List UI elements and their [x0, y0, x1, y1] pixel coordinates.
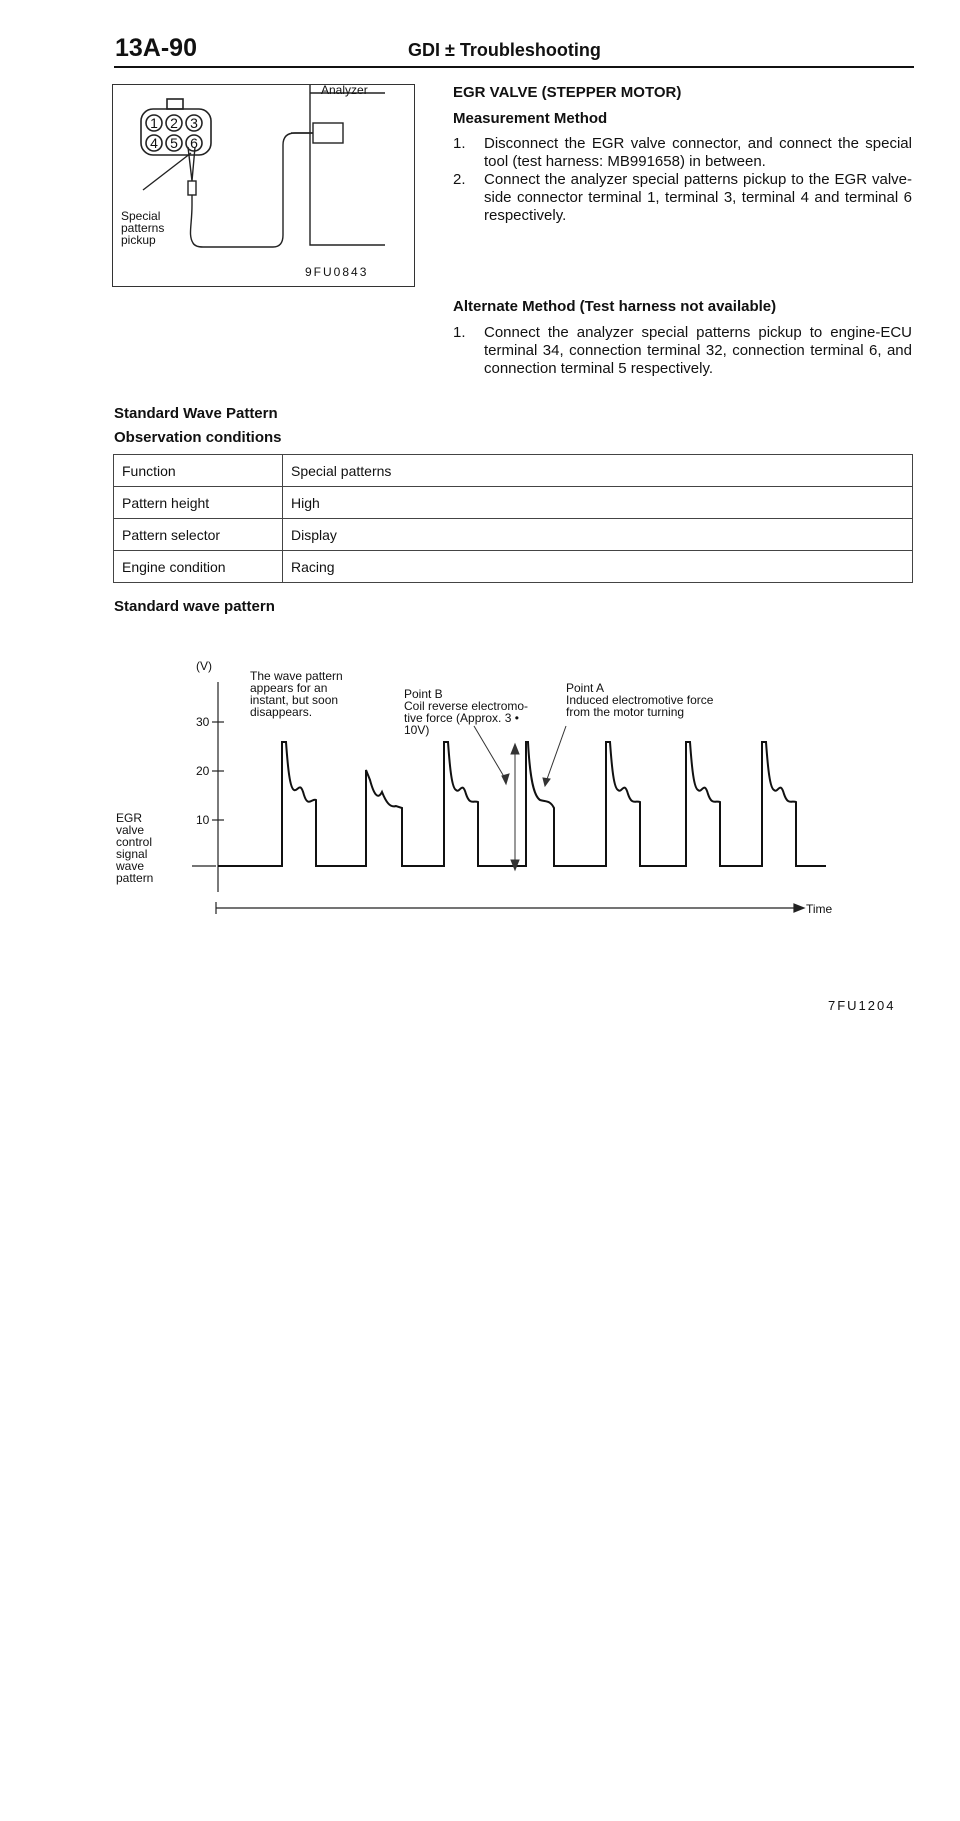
pin-5: 5 [170, 135, 178, 151]
alternate-method-heading: Alternate Method (Test harness not available) [453, 298, 777, 315]
pin-2: 2 [170, 115, 178, 131]
page-title: GDI ± Troubleshooting [408, 40, 601, 60]
condition-label: Function [114, 455, 283, 487]
step-item [453, 171, 912, 225]
condition-value: Display [283, 519, 913, 551]
observation-conditions-heading: Observation conditions [114, 429, 282, 446]
wave-trace [218, 742, 826, 866]
step-number: 1. [453, 324, 466, 341]
y-unit-label: (V) [196, 659, 212, 673]
pickup-label: Special patterns pickup [121, 209, 165, 247]
step-text: Connect the analyzer special patterns pickup to the EGR valve-side connector terminal 1, terminal 3, terminal 4 and terminal 6 respectively. [484, 171, 912, 224]
page-number: 13A-90 [115, 34, 197, 62]
pin-6: 6 [190, 135, 198, 151]
measurement-method-heading: Measurement Method [453, 110, 608, 127]
signal-label: EGR valve control signal wave pattern [116, 811, 154, 885]
header-rule [114, 66, 914, 68]
conditions-table [113, 454, 913, 583]
pin-1: 1 [150, 115, 158, 131]
table-row [114, 551, 913, 583]
table-row [114, 487, 913, 519]
time-axis-label: Time [806, 902, 833, 916]
condition-label: Pattern height [114, 487, 283, 519]
wave-note: The wave pattern appears for an instant, but soon disappears. [250, 669, 343, 719]
pin-4: 4 [150, 135, 158, 151]
step-text: Disconnect the EGR valve connector, and connect the special tool (test harness: MB991658) in between. [484, 135, 912, 170]
step-number: 1. [453, 135, 466, 152]
pin-3: 3 [190, 115, 198, 131]
alt-step-item [453, 324, 912, 378]
condition-value: Special patterns [283, 455, 913, 487]
wave-pattern-heading: Standard wave pattern [114, 598, 275, 615]
section-title: EGR VALVE (STEPPER MOTOR) [453, 84, 682, 101]
y-tick-label: 10 [196, 813, 210, 827]
figure1-code: 9FU0843 [305, 265, 369, 279]
analyzer-label: Analyzer [321, 83, 368, 97]
connector-diagram [112, 84, 415, 287]
point-b-label: Point B Coil reverse electromo- tive force (Approx. 3 • 10V) [404, 687, 529, 737]
condition-value: High [283, 487, 913, 519]
y-tick-label: 30 [196, 715, 210, 729]
condition-label: Pattern selector [114, 519, 283, 551]
step-item [453, 135, 912, 171]
table-row [114, 455, 913, 487]
condition-value: Racing [283, 551, 913, 583]
standard-wave-pattern-heading: Standard Wave Pattern [114, 405, 278, 422]
table-row [114, 519, 913, 551]
figure2-code: 7FU1204 [828, 998, 896, 1013]
point-a-leader [546, 726, 566, 782]
y-tick-label: 20 [196, 764, 210, 778]
step-text: Connect the analyzer special patterns pickup to engine-ECU terminal 34, connection terminal 32, connection terminal 6, and connection terminal 5 respectively. [484, 324, 912, 377]
wave-pattern-figure [112, 630, 912, 1020]
point-a-label: Point A Induced electromotive force from the motor turning [566, 681, 714, 719]
condition-label: Engine condition [114, 551, 283, 583]
step-number: 2. [453, 171, 466, 188]
